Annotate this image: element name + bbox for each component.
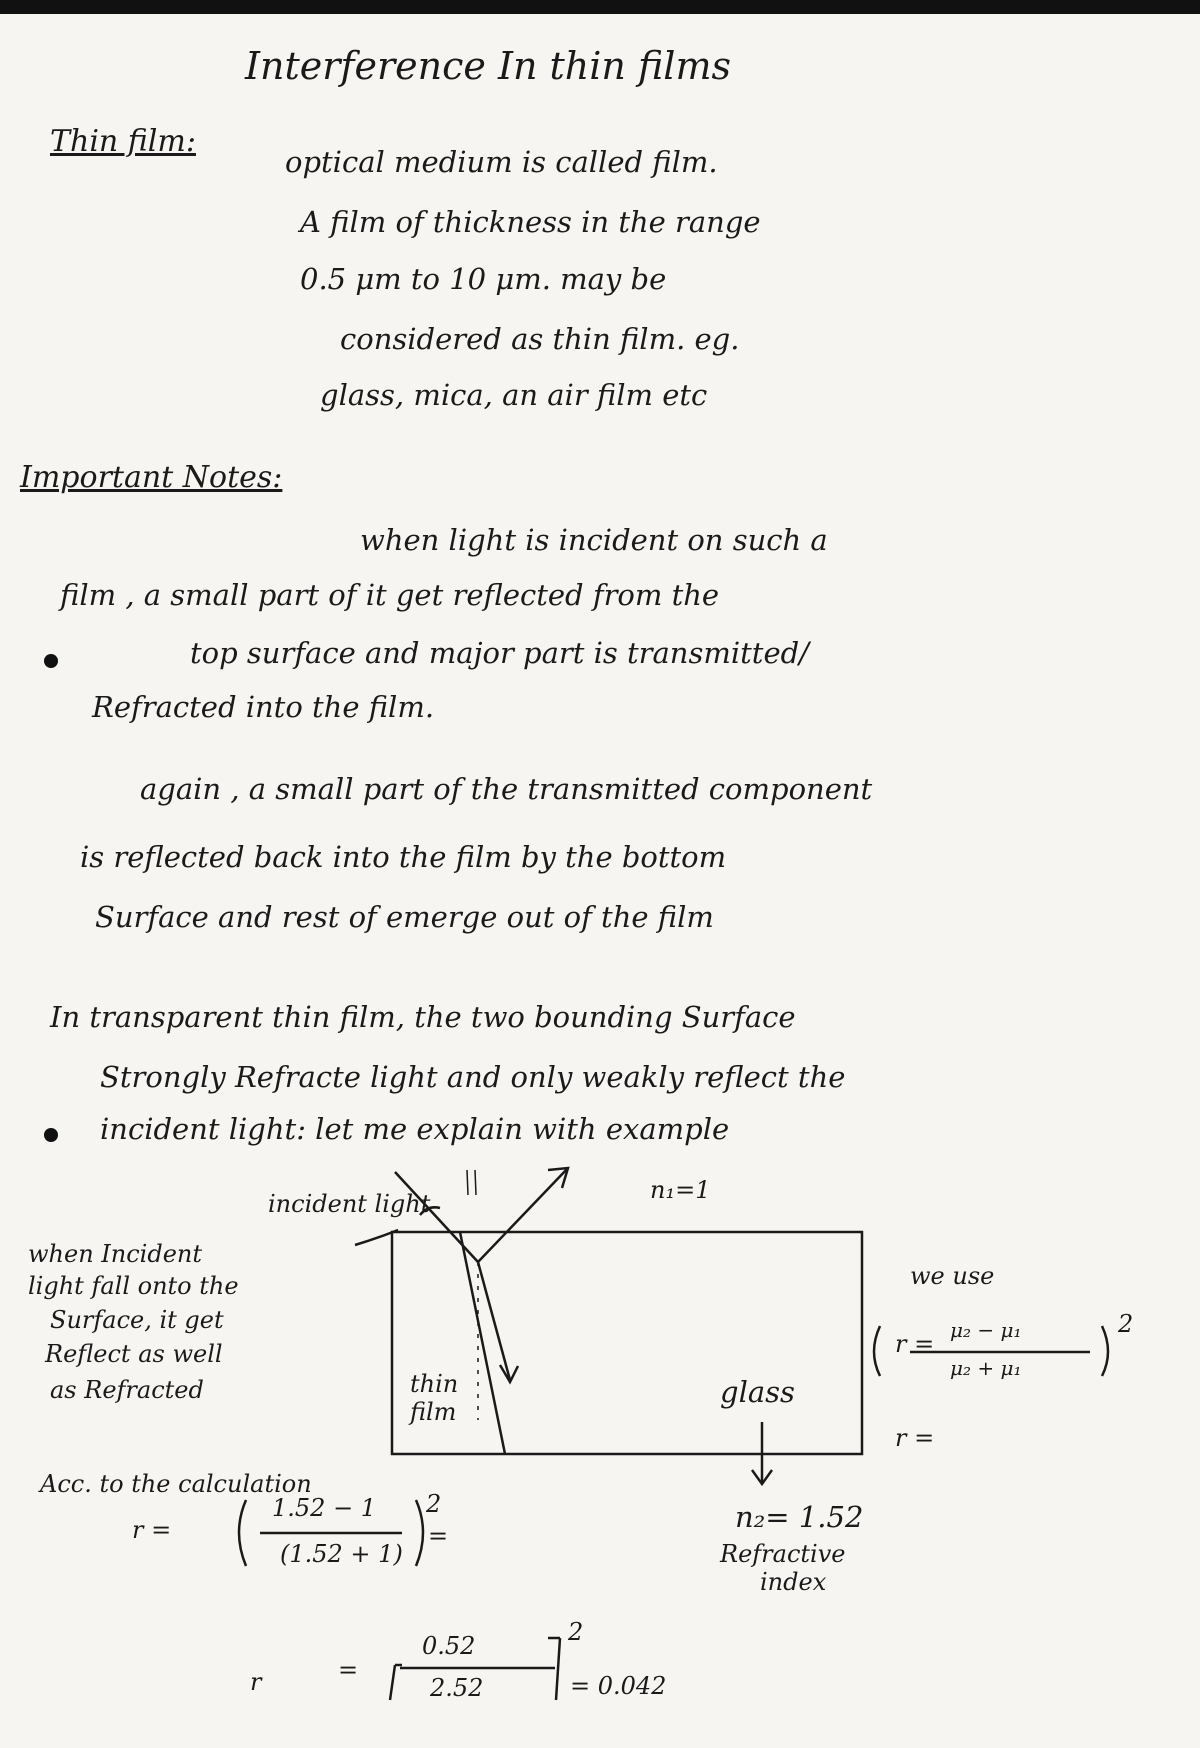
n2-label: n₂= 1.52	[735, 1500, 864, 1534]
explanation-line-4: Reflect as well	[45, 1340, 223, 1368]
calc-result: = 0.042	[570, 1672, 667, 1700]
formula-r: r =	[895, 1330, 935, 1358]
definition-line-4: considered as thin film. eg.	[340, 322, 740, 356]
notes-p3-line-1: In transparent thin film, the two bounding Surface	[50, 1000, 796, 1034]
thin-film-label-2: film	[410, 1398, 457, 1426]
explanation-line-1: when Incident	[28, 1240, 203, 1268]
paren-left	[874, 1326, 880, 1376]
definition-line-1: optical medium is called film.	[285, 145, 718, 179]
paren-right	[1102, 1326, 1108, 1376]
refractive-index-label-1: Refractive	[720, 1540, 846, 1568]
notes-p2-line-2: is reflected back into the film by the bottom	[80, 840, 727, 874]
calc-den2: 2.52	[430, 1674, 484, 1702]
definition-label: Thin film:	[50, 124, 196, 159]
reflected-ray	[478, 1168, 568, 1262]
calc-pow2: 2	[568, 1618, 584, 1646]
notes-p1-line-1: when light is incident on such a	[360, 523, 828, 557]
paren-left	[239, 1500, 246, 1566]
calculation-heading: Acc. to the calculation	[40, 1470, 312, 1498]
incident-label: incident light	[268, 1190, 431, 1218]
refracted-ray	[478, 1262, 510, 1380]
normal-line	[467, 1170, 468, 1195]
thin-film-label-1: thin	[410, 1370, 459, 1398]
notes-p1-line-4: Refracted into the film.	[92, 690, 435, 724]
calc-eq2: =	[338, 1656, 359, 1684]
notes-p3-line-3: incident light: let me explain with example	[100, 1112, 730, 1146]
definition-line-5: glass, mica, an air film etc	[320, 378, 708, 412]
calc-num1: 1.52 − 1	[272, 1494, 377, 1522]
bracket-left	[390, 1665, 402, 1700]
film-boundary-left	[460, 1232, 505, 1454]
definition-line-2: A film of thickness in the range	[300, 205, 761, 239]
normal-line	[475, 1170, 476, 1195]
calc-r2: r	[250, 1668, 262, 1696]
glass-block	[392, 1232, 862, 1454]
page-title: Interference In thin films	[245, 44, 731, 88]
calc-eq: =	[428, 1522, 449, 1550]
glass-label: glass	[720, 1375, 795, 1409]
refractive-index-label-2: index	[760, 1568, 827, 1596]
notes-heading: Important Notes:	[20, 460, 283, 495]
notes-p1-line-3: top surface and major part is transmitted/	[190, 636, 809, 670]
calc-num2: 0.52	[422, 1632, 476, 1660]
notes-p2-line-3: Surface and rest of emerge out of the film	[95, 900, 714, 934]
formula-r-blank: r =	[895, 1424, 935, 1452]
formula-numerator: μ₂ − μ₁	[950, 1318, 1022, 1342]
notes-p1-line-2: film , a small part of it get reflected from the	[60, 578, 720, 612]
formula-denominator: μ₂ + μ₁	[950, 1356, 1022, 1380]
formula-power: 2	[1118, 1310, 1134, 1338]
notes-p2-line-1: again , a small part of the transmitted component	[140, 772, 873, 806]
calc-pow1: 2	[426, 1490, 442, 1518]
calc-den1: (1.52 + 1)	[280, 1540, 403, 1568]
notes-p3-line-2: Strongly Refracte light and only weakly reflect the	[100, 1060, 846, 1094]
formula-intro: we use	[910, 1262, 995, 1290]
n1-label: n₁=1	[650, 1176, 711, 1204]
calc-r1: r =	[132, 1516, 172, 1544]
explanation-line-5: as Refracted	[50, 1376, 204, 1404]
paren-right	[416, 1500, 423, 1566]
explanation-line-2: light fall onto the	[28, 1272, 239, 1300]
explanation-line-3: Surface, it get	[50, 1306, 224, 1334]
definition-line-3: 0.5 μm to 10 μm. may be	[300, 262, 667, 296]
